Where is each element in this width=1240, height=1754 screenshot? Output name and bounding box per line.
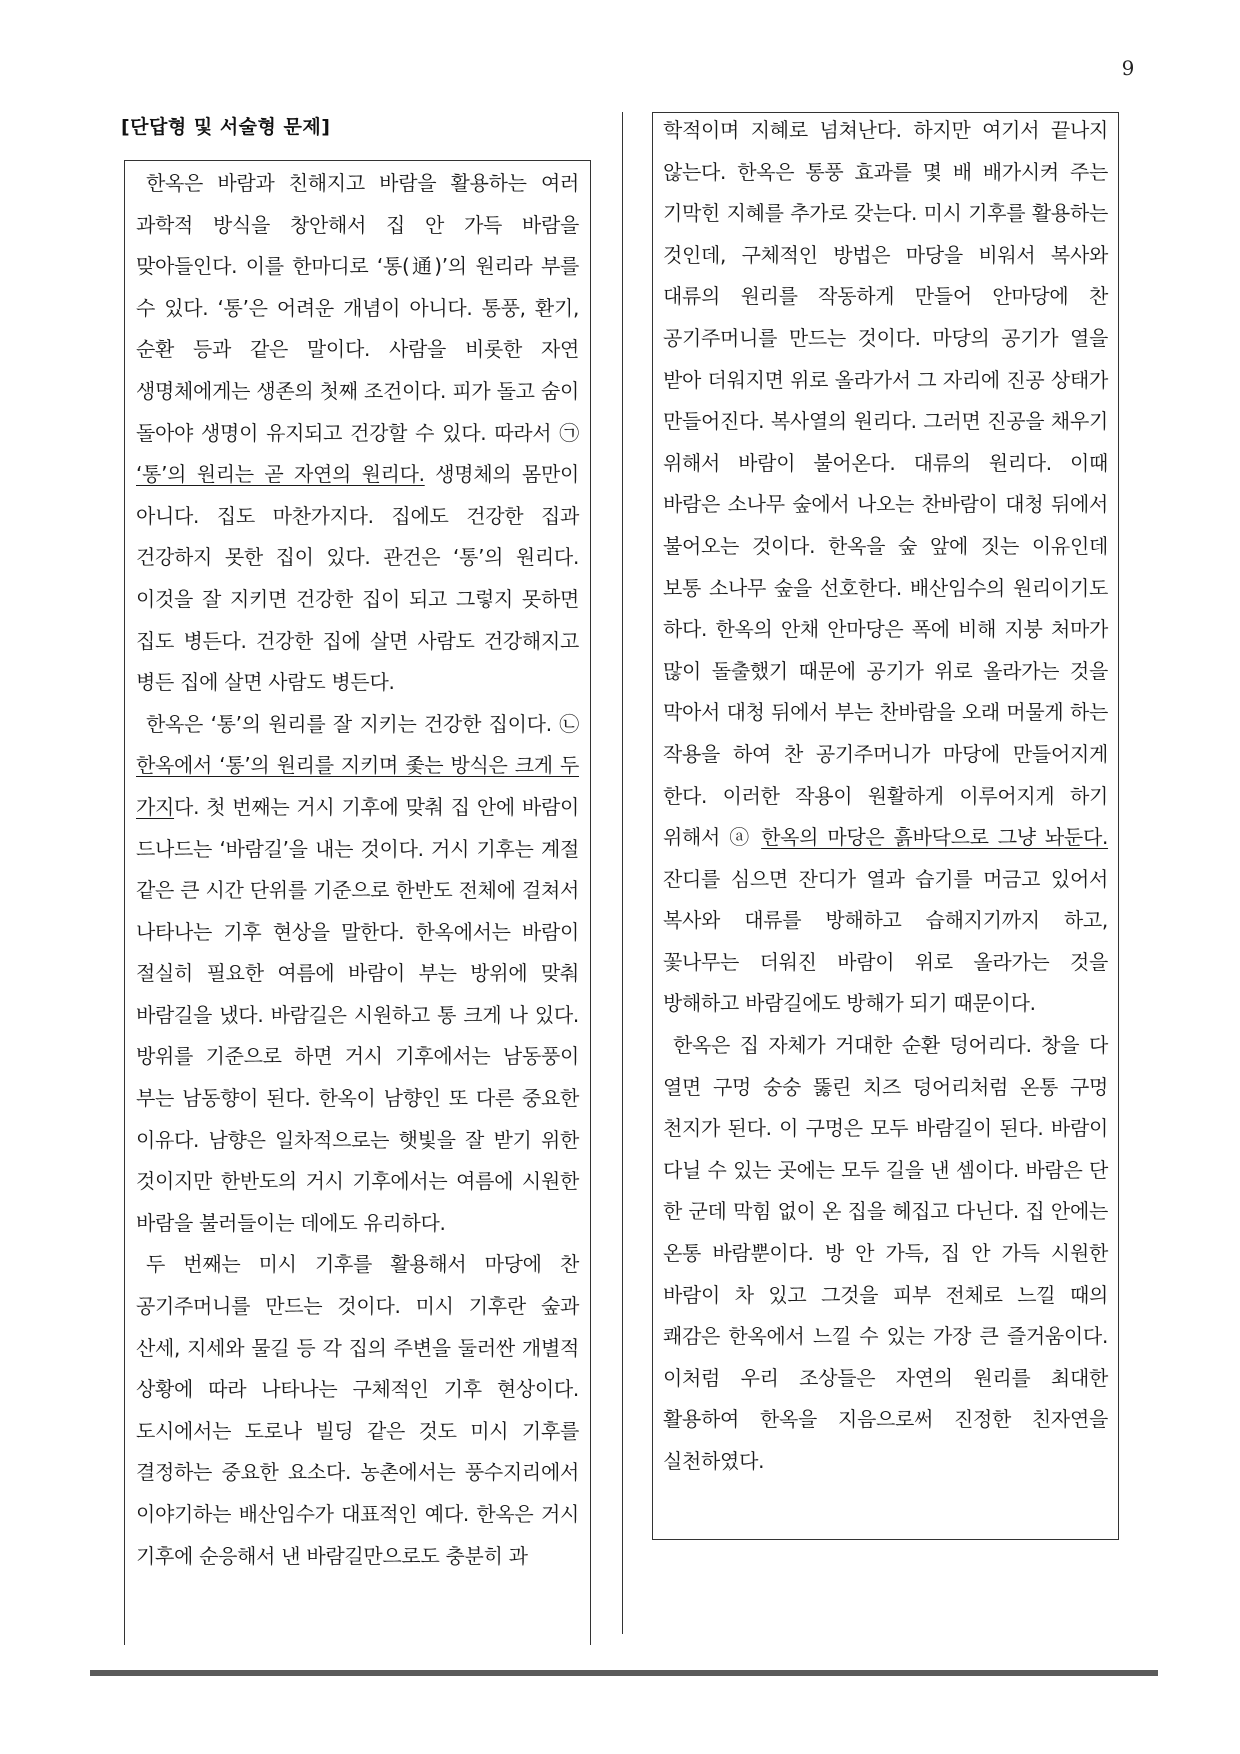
marker-giyeok: ㉠ (559, 420, 579, 445)
text-run: 학적이며 지혜로 넘쳐난다. 하지만 여기서 끝나지 않는다. 한옥은 통풍 효과를 몇 배 배가시켜 주는 기막힌 지혜를 추가로 갖는다. 미시 기후를 활용하는 것인데, 구체적인 방법은 마당을 비워서 복사와 대류의 원리를 작동하게 만들어 안마당에 찬 공기주머니를 만드는 것이다. 마당의 공기가 열을 받아 더워지면 위로 올라가서 그 자리에 진공 상태가 만들어진다. 복사열의 원리다. 그러면 진공을 채우기 위해서 바람이 불어온다. 대류의 원리다. 이때 바람은 소나무 숲에서 나오는 찬바람이 대청 뒤에서 불어오는 것이다. 한옥을 숲 앞에 짓는 이유인데 보통 소나무 숲을 선호한다. 배산임수의 원리이기도 하다. 한옥의 안채 안마당은 폭에 비해 지붕 처마가 많이 돌출했기 때문에 공기가 위로 올라가는 것을 막아서 대청 뒤에서 부는 찬바람을 오래 머물게 하는 작용을 하여 찬 공기주머니가 마당에 만들어지게 한다. 이러한 작용이 원활하게 이루어지게 하기 위해서 (663, 118, 1108, 850)
marker-a: ⓐ (729, 825, 752, 850)
paragraph (136, 704, 579, 1245)
paragraph (663, 110, 1108, 1025)
underlined-phrase-giyeok: ‘통’의 원리는 곧 자연의 원리다. (136, 462, 425, 487)
text-run: 잔디를 심으면 잔디가 열과 습기를 머금고 있어서 복사와 대류를 방해하고 습해지기까지 하고, 꽃나무는 더워진 바람이 위로 올라가는 것을 방해하고 바람길에도 방해가 되기 때문이다. (663, 866, 1108, 1016)
text-run: 다. 첫 번째는 거시 기후에 맞춰 집 안에 바람이 드나드는 ‘바람길’을 내는 것이다. 거시 기후는 계절 같은 큰 시간 단위를 기준으로 한반도 전체에 걸쳐서 나타나는 기후 현상을 말한다. 한옥에서는 바람이 절실히 필요한 여름에 바람이 부는 방위에 맞춰 바람길을 냈다. 바람길은 시원하고 통 크게 나 있다. 방위를 기준으로 하면 거시 기후에서는 남동풍이 부는 남동향이 된다. 한옥이 남향인 또 다른 중요한 이유다. 남향은 일차적으로는 햇빛을 잘 받기 위한 것이지만 한반도의 거시 기후에서는 여름에 시원한 바람을 불러들이는 데에도 유리하다. (136, 794, 579, 1235)
text-run: 한옥은 ‘통’의 원리를 잘 지키는 건강한 집이다. (146, 711, 560, 736)
section-title: [단답형 및 서술형 문제] (121, 116, 331, 138)
column-divider (622, 112, 623, 1634)
paragraph: 한옥은 집 자체가 거대한 순환 덩어리다. 창을 다 열면 구멍 숭숭 뚫린 치즈 덩어리처럼 온통 구멍 천지가 된다. 이 구멍은 모두 바람길이 된다. 바람이 다닐 수 있는 곳에는 모두 길을 낸 셈이다. 바람은 단 한 군데 막힘 없이 온 집을 헤집고 다닌다. 집 안에는 온통 바람뿐이다. 방 안 가득, 집 안 가득 시원한 바람이 차 있고 그것을 피부 전체로 느낄 때의 쾌감은 한옥에서 느낄 수 있는 가장 큰 즐거움이다. 이처럼 우리 조상들은 자연의 원리를 최대한 활용하여 한옥을 지음으로써 진정한 친자연을 실천하였다. (663, 1033, 1108, 1473)
paragraph: 두 번째는 미시 기후를 활용해서 마당에 찬 공기주머니를 만드는 것이다. 미시 기후란 숲과 산세, 지세와 물길 등 각 집의 주변을 둘러싼 개별적 상황에 따라 나타나는 구체적인 기후 현상이다. 도시에서는 도로나 빌딩 같은 것도 미시 기후를 결정하는 중요한 요소다. 농촌에서는 풍수지리에서 이야기하는 배산임수가 대표적인 예다. 한옥은 거시 기후에 순응해서 낸 바람길만으로도 충분히 과 (136, 1252, 579, 1568)
text-run: 한옥은 바람과 친해지고 바람을 활용하는 여러 과학적 방식을 창안해서 집 안 가득 바람을 맞아들인다. 이를 한마디로 ‘통(通)’의 원리라 부를 수 있다. ‘통’은 어려운 개념이 아니다. 통풍, 환기, 순환 등과 같은 말이다. 사람을 비롯한 자연 생명체에게는 생존의 첫째 조건이다. 피가 돌고 숨이 돌아야 생명이 유지되고 건강할 수 있다. 따라서 (136, 171, 579, 445)
text-run: 생명체의 몸만이 아니다. 집도 마찬가지다. 집에도 건강한 집과 건강하지 못한 집이 있다. 관건은 ‘통’의 원리다. 이것을 잘 지키면 건강한 집이 되고 그렇지 못하면 집도 병든다. 건강한 집에 살면 사람도 건강해지고 병든 집에 살면 사람도 병든다. (136, 462, 579, 695)
right-passage-text (663, 110, 1108, 1483)
page-number: 9 (1121, 56, 1135, 80)
footer-rule (90, 1670, 1158, 1676)
marker-nieun: ㉡ (559, 711, 579, 736)
paragraph (136, 163, 579, 704)
underlined-phrase-nieun: 한옥에서 ‘통’의 원리를 지키며 좇는 방식은 크게 두 가지 (136, 753, 579, 819)
underlined-phrase-a: 한옥의 마당은 흙바닥으로 그냥 놔둔다. (761, 825, 1109, 850)
left-passage-text (136, 163, 579, 1577)
